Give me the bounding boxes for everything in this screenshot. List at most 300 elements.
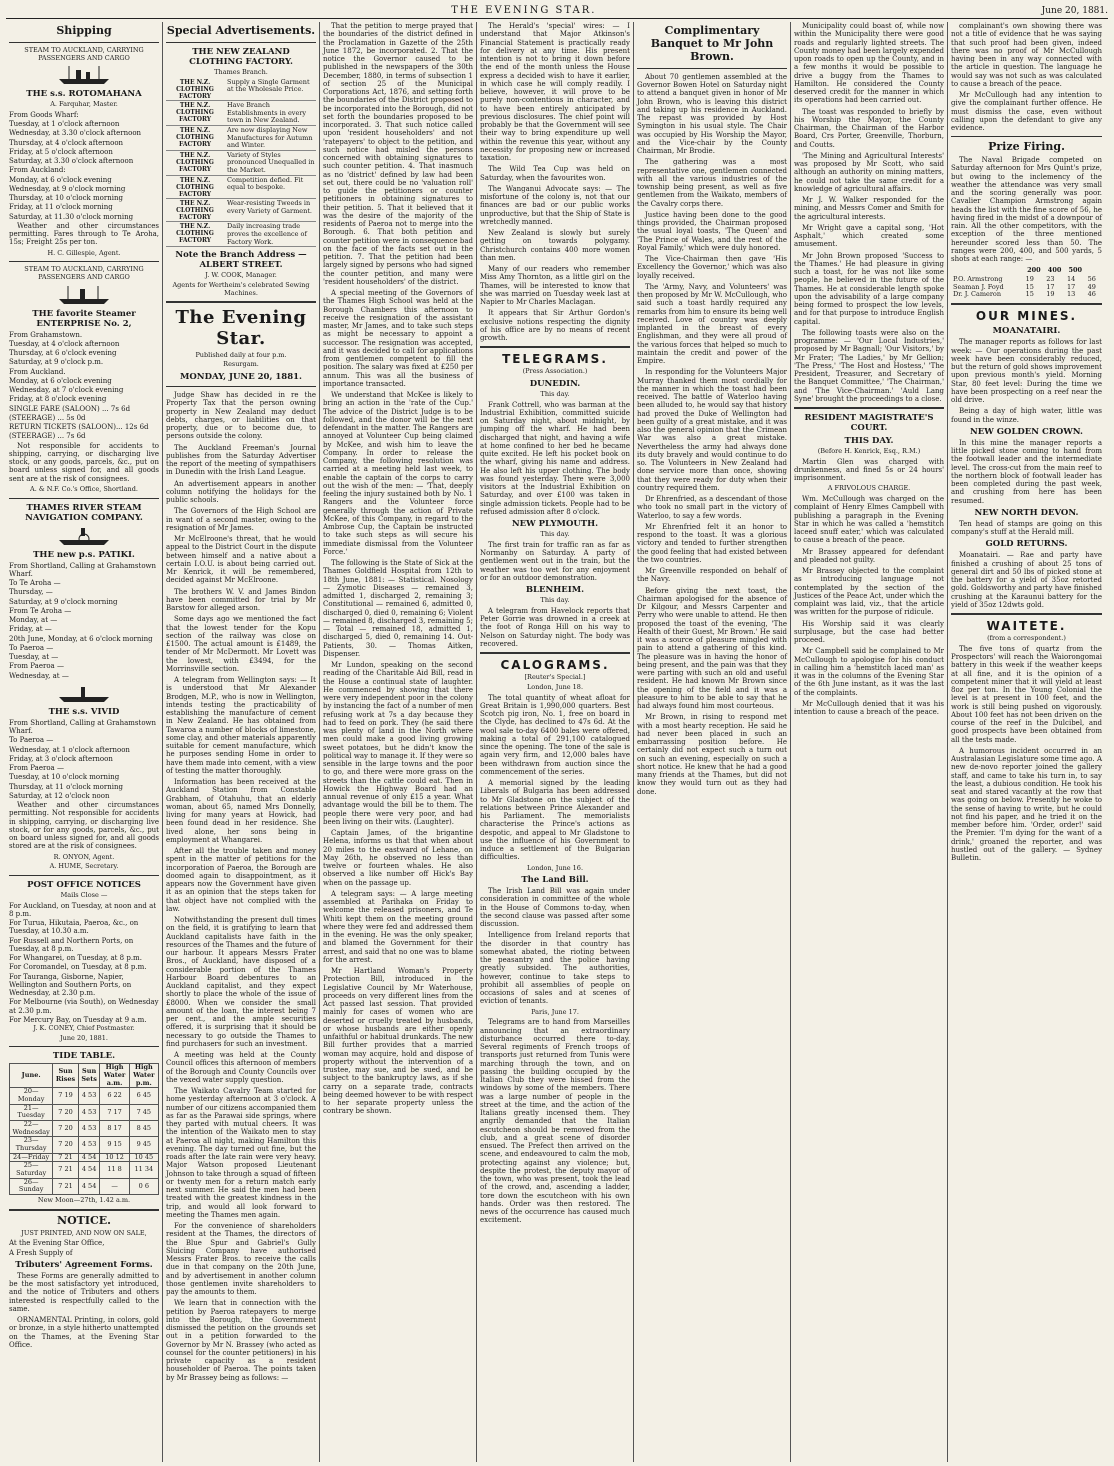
steamship-icon bbox=[54, 682, 114, 704]
nzcf-row-brand: THE N.Z. CLOTHING FACTORY bbox=[176, 126, 214, 149]
notice-heading: NOTICE. bbox=[57, 1213, 111, 1227]
list-line: Saturday, at 12 o'clock noon bbox=[9, 791, 110, 800]
post-subheading: Mails Close — bbox=[60, 891, 108, 899]
ad1-note: Weather and other circumstances permitting. Fares through to Te Aroha, 15s; Freight 25s per ton. bbox=[9, 221, 159, 247]
nzcf-list bbox=[166, 79, 316, 248]
article-paragraph: Mr Hartland Woman's Property Protection Bill, introduced in the Legislative Council by Mr Waterhouse, proceeds on very different lines from the Act passed last session. That provided mainly for cases of women who are deserted or cruelly treated by husbands, or whose husbands are either openly unfaithful or habitual drunkards. The new Bill further provides that a married woman may acquire, hold and dispose of property without the intervention of a trustee, may sue, and be sued, and be subject to the bankruptcy laws, as if she carry on a separate trade, contracts being deemed however to be with respect to her separate property unless the contrary be shown. bbox=[323, 967, 473, 1116]
list-line: Friday, at 3 o'clock afternoon bbox=[9, 754, 113, 763]
tide-cell: 4 53 bbox=[78, 1137, 100, 1153]
tide-cell: 10 12 bbox=[100, 1153, 129, 1162]
nzcf-row bbox=[166, 152, 316, 176]
divider bbox=[794, 407, 944, 409]
ad3-secretary: A. HUME, Secretary. bbox=[49, 862, 119, 871]
tide-cell: 4 53 bbox=[78, 1121, 100, 1137]
tide-note: New Moon—27th, 1.42 a.m. bbox=[37, 1195, 131, 1204]
list-line: Tuesday, at 10 o'clock morning bbox=[9, 773, 120, 782]
nzcf-row-brand: THE N.Z. CLOTHING FACTORY bbox=[176, 176, 214, 198]
tide-cell: 7 21 bbox=[53, 1162, 78, 1178]
nzcf-row-brand: THE N.Z. CLOTHING FACTORY bbox=[176, 223, 214, 245]
list-line: Monday, at 6 o'clock evening bbox=[9, 376, 112, 385]
list-line: Saturday, at 3.30 o'clock afternoon bbox=[9, 157, 134, 166]
nzcf-row bbox=[166, 177, 316, 199]
article-paragraph: complainant's own showing there was not a title of evidence that he was saying that such proof had been given, indeed there was no proof of Mr McCullough having been in any way connected with the article in question. The language he would say was not such as was calculated to cause a breach of the peace. bbox=[951, 22, 1102, 88]
nzcf-row-text: Are now displaying New Manufactures for Autumn and Winter. bbox=[227, 125, 313, 150]
article-paragraph: Mr Ehrenfried felt it an honor to respond to the toast. It was a glorious victory and tended to further strengthen the good feeling that had existed between the two countries. bbox=[637, 522, 787, 564]
divider bbox=[480, 652, 630, 654]
article-paragraph: We learn that in connection with the petition by Paeroa ratepayers to merge into the Borough, the Government dismissed the petition on the grounds set out in a petition forwarded to the Governor by Mr N. Brassey (who acted as counsel for the counter petitioners) in his private capacity as a resident householder of Paeroa. The points taken by Mr Brassey being as follows: — bbox=[166, 1299, 316, 1382]
ad3-ship: THE new p.s. PATIKI. bbox=[33, 549, 135, 560]
nzcf-heading: THE NEW ZEALAND CLOTHING FACTORY. bbox=[189, 46, 293, 67]
tide-cell: 4 53 bbox=[78, 1104, 100, 1120]
article-paragraph: A meeting was held at the County Council offices this afternoon of members of the Borough and County Councils over the vexed water supply question. bbox=[166, 1051, 316, 1084]
article-paragraph: The Herald's 'special' wires: — I understand that Major Atkinson's Financial Statement is practically ready for delivery at any time. His present intention is not to bring it down before the end of the month unless the House express a decided wish to have it earlier, in which case he will comply readily. I believe, however, it will prove to be purely non-contentious in character, and to have been entirely anticipated by previous disclosures. The chief point will probably be that the Government will see their way to bring expenditure up well within the revenue this year, without any necessity for proposing new or increased taxation. bbox=[480, 22, 630, 162]
list-line: (STEERAGE) ... 7s 6d bbox=[9, 432, 86, 441]
tide-cell: 6 45 bbox=[129, 1088, 158, 1104]
article-paragraph: Judge Shaw has decided in re the Property Tax that the person owning property in New Zealand may deduct debts, charges, or liabilities on that property, due or to become due, to persons outside the colony. bbox=[166, 391, 316, 441]
col6-paragraphs bbox=[794, 22, 944, 403]
divider bbox=[9, 1209, 159, 1211]
tide-heading: TIDE TABLE. bbox=[52, 1051, 116, 1062]
tide-cell: 8 17 bbox=[100, 1121, 129, 1137]
masthead-title: THE EVENING STAR. bbox=[451, 5, 597, 17]
masthead-date: June 20, 1881. bbox=[1041, 5, 1108, 16]
score-cell: 17 bbox=[1066, 282, 1076, 291]
nzcf-row-brand: THE N.Z. CLOTHING FACTORY bbox=[176, 78, 214, 100]
list-line: Friday, at 5 o'clock afternoon bbox=[9, 147, 113, 156]
divider bbox=[637, 68, 787, 69]
divider bbox=[951, 136, 1102, 137]
paris-text: Telegrams are to hand from Marseilles announcing that an extraordinary disturbance occurred there to-day. Several regiments of French troops of transports just returned from Tunis were marching through the town, and on passing the building occupied by the Italian Club they were hissed from the windows by some of the members. There was a large number of people in the street at the time, and the action of the Italians greatly incensed them. They angrily demanded that the Italian escutcheon should be removed from the club, and a great scene of disorder ensued. The Prefect then arrived on the scene, and endeavoured to calm the mob, protecting against any violence; but, despite the protest, the deputy mayor of the town, who was present, took the lead of the crowd, and, ascending a ladder, tore down the escutcheon with his own hands. Order was then restored. The news of the occurrence has caused much excitement. bbox=[480, 1018, 630, 1225]
article-paragraph: Wm. McCullough was charged on the complaint of Henry Elmes Campbell with publishing a paragraph in the Evening Star in which he was called a 'hemstitch laceed snuff eater,' which was calculated to cause a breach of the peace. bbox=[794, 495, 944, 545]
tide-cell: 7 21 bbox=[53, 1178, 78, 1194]
gold-heading: GOLD RETURNS. bbox=[985, 539, 1068, 550]
ngc-text: In this mine the manager reports a little picked stone coming to hand from the footwall leader and the intermediate level. The cross-cut from the main reef to the northern block of footwall leader has been completed during the past week, and crushing from here has been resumed. bbox=[951, 438, 1102, 505]
tide-cell: 6 22 bbox=[100, 1088, 129, 1104]
table-header-cell: High Water a.m. bbox=[100, 1064, 129, 1088]
telegrams-heading: TELEGRAMS. bbox=[502, 352, 608, 367]
divider bbox=[9, 42, 159, 43]
article-paragraph: Municipality could boast of, while now within the Municipality there were good roads and regularly lighted streets. The County money had been largely expended upon roads to open up the County, and in a few months it would be possible to drive a buggy from the Thames to Hamilton. He considered the County deserved credit for the manner in which its operations had been carried out. bbox=[794, 22, 944, 105]
tide-cell: 4 54 bbox=[78, 1178, 100, 1194]
list-line: From Auckland: bbox=[9, 166, 66, 175]
rmc-heading: RESIDENT MAGISTRATE'S COURT. bbox=[804, 413, 934, 434]
col7-paragraphs bbox=[951, 22, 1102, 132]
list-line: Saturday, at 9 o'clock morning bbox=[9, 597, 118, 606]
article-paragraph: The toast was responded to briefly by his Worship the Mayor, the County Chairman, the Chairman of the Harbor Board, Crs Porter, Greenville, Thorburn, and Coutts. bbox=[794, 107, 944, 149]
column-1 bbox=[6, 22, 163, 1462]
score-cell: 19 bbox=[1046, 290, 1055, 299]
article-paragraph: Justice having been done to the good things provided, the Chairman proposed the usual loyal toasts, 'The Queen' and 'The Prince of Wales, and the rest of the Royal Family,' which were duly honored. bbox=[637, 210, 787, 252]
article-paragraph: Being a day of high water, little was found in the winze. bbox=[951, 407, 1102, 424]
divider bbox=[166, 386, 316, 387]
rmc-when: THIS DAY. bbox=[844, 436, 894, 447]
score-cell: 23 bbox=[1046, 275, 1055, 284]
score-cell: Seaman J. Foyd bbox=[953, 282, 1004, 291]
divider bbox=[951, 613, 1102, 615]
table-header-cell: 200 bbox=[1027, 266, 1041, 275]
tide-cell: 24—Friday bbox=[10, 1153, 53, 1162]
rmc-case: A FRIVOLOUS CHARGE. bbox=[827, 484, 911, 493]
list-line: Friday, at 11 o'clock morning bbox=[9, 203, 113, 212]
nzcf-row bbox=[166, 200, 316, 222]
article-paragraph: Mr McCullough denied that it was his intention to cause a breach of the peace. bbox=[794, 699, 944, 717]
table-header-cell: 500 bbox=[1068, 266, 1083, 275]
post-heading: POST OFFICE NOTICES bbox=[27, 879, 141, 890]
article-paragraph: Notwithstanding the present dull times on the field, it is gratifying to learn that Auckland capitalists have faith in the resources of the Thames and the future of our harbour. It appears Messrs Frater Bros., of Auckland, have disposed of a considerable portion of the Thames Harbour Board debentures to an Auckland capitalist, and they expect shortly to place the whole of the issue of £8000. When we consider the small amount of the loan, the interest being 7 per cent., and the ample securities offered, it is surprising that it should be necessary to go outside the Thames to find purchasers for such an investment. bbox=[166, 916, 316, 1048]
tele-blenheim-text: A telegram from Havelock reports that Peter Gorrie was drowned in a creek at the foot of Ronga Hill on his way to Nelson on Saturday night. The body was recovered. bbox=[480, 606, 630, 648]
list-line: To Te Aroha — bbox=[9, 579, 61, 588]
ad2-heading: STEAM TO AUCKLAND, CARRYING PASSENGERS AND CARGO bbox=[24, 265, 144, 282]
tide-cell: 25—Saturday bbox=[10, 1162, 53, 1178]
mines-paragraphs bbox=[951, 338, 1102, 424]
nzcf-row-brand: THE N.Z. CLOTHING FACTORY bbox=[176, 151, 214, 173]
waitete-text: The five tons of quartz from the Prospectors' will reach the Waiorongomai battery in this week if the weather keeps at all fine, and it is the opinion of a competent miner that it will yield at least 8oz per ton. In the Young Colonial the level is at present in 100 feet, and the work is still being pushed on vigorously. About 100 feet has not been driven on the course of the reef in the Dulcibel, and good prospects have been obtained from all the tests made. bbox=[951, 644, 1102, 744]
calo3-when: London, June 16. bbox=[526, 863, 584, 872]
calograms-heading: CALOGRAMS. bbox=[500, 658, 610, 673]
divider bbox=[9, 498, 159, 499]
article-paragraph: The Wild Tea Cup was held on Saturday, when the favourites won. bbox=[480, 165, 630, 182]
article-paragraph: It appears that Sir Arthur Gordon's exclusive notions respecting the dignity of his office are by no means of recent growth. bbox=[480, 309, 630, 342]
list-line: Friday, at 8 o'clock evening bbox=[9, 395, 107, 404]
article-paragraph: His Worship said it was clearly surplusage, but the case had better proceed. bbox=[794, 619, 944, 645]
article-paragraph: After all the trouble taken and money spent in the matter of petitions for the incorporation of Paeroa, the Borough are doomed again to disappointment, as it appears now the Government have given it as an opinion that the steps taken for that object have not complied with the law. bbox=[166, 847, 316, 913]
article-paragraph: An advertisement appears in another column notifying the holidays for the public schools. bbox=[166, 479, 316, 505]
list-line: Thursday, at 11 o'clock morning bbox=[9, 782, 123, 791]
score-cell: Dr. J. Cameron bbox=[953, 290, 1002, 299]
ad3-heading: THAMES RIVER STEAM NAVIGATION COMPANY. bbox=[25, 502, 143, 523]
notice-footer: ORNAMENTAL Printing, in colors, gold or bronze, in a style hitherto unattempted on the Thames, at the Evening Star Office. bbox=[9, 1316, 159, 1349]
list-line: Wednesday, at 9 o'clock morning bbox=[9, 184, 126, 193]
notice-body: These Forms are generally admitted to be the most satisfactory yet introduced, and the notice of Tributers and others interested is respectfully called to the same. bbox=[9, 1271, 159, 1313]
list-line: SINGLE FARE (SALOON) ... 7s 6d bbox=[9, 404, 131, 413]
ad1-heading: STEAM TO AUCKLAND, CARRYING PASSENGERS AND CARGO bbox=[24, 45, 144, 62]
list-line: Tuesday, at 1 o'clock afternoon bbox=[9, 120, 120, 129]
list-line: For Tauranga, Gisborne, Napier, Wellington and Southern Ports, on Wednesday, at 2.30 p.m. bbox=[9, 972, 132, 998]
banquet-heading: Complimentary Banquet to Mr John Brown. bbox=[650, 24, 774, 63]
tele-newplymouth-when: This day. bbox=[540, 530, 570, 539]
nzcf-row-text: Supply a Single Garment at the Wholesale Price. bbox=[227, 77, 310, 94]
tide-cell: 7 45 bbox=[129, 1104, 158, 1120]
list-line: For Coromandel, on Tuesday, at 8 p.m. bbox=[9, 963, 147, 972]
score-cell: 19 bbox=[1025, 275, 1034, 284]
nzcf-row bbox=[166, 79, 316, 101]
steamship-icon bbox=[54, 284, 114, 306]
list-line: Saturday, at 9 o'clock p.m. bbox=[9, 358, 104, 367]
nzcf-row bbox=[166, 102, 316, 126]
ad2-agent: A. & N.F. Co.'s Office, Shortland. bbox=[30, 484, 138, 493]
tide-table bbox=[9, 1063, 159, 1195]
list-line: From Shortland, Calling at Grahamstown Wharf. bbox=[9, 718, 157, 736]
article-paragraph: The following toasts were also on the programme: — 'Our Local Industries,' proposed by Mr Bagnall; 'Our Visitors,' by Mr Frater; 'The Ladies,' by Mr Gellion; 'The Press,' 'The Host and Hostess,' 'The President, Treasurer, and Secretary of the Banquet Committee,' 'The Chairman,' and 'The Vice-Chairman.' 'Auld Lang Syne' brought the proceedings to a close. bbox=[794, 328, 944, 403]
nzcf-row-text: Wear-resisting Tweeds in every Variety of Garment. bbox=[227, 199, 313, 215]
tide-cell: 7 20 bbox=[53, 1137, 78, 1153]
notice-title: Tributers' Agreement Forms. bbox=[15, 1259, 153, 1270]
newspaper-columns bbox=[6, 22, 1108, 1462]
nzcf-row bbox=[166, 127, 316, 151]
list-line: Tuesday, at 4 o'clock afternoon bbox=[9, 339, 120, 348]
article-paragraph: About 70 gentlemen assembled at the Governor Bowen Hotel on Saturday night to attend a banquet given in honor of Mr John Brown, who is leaving this district and taking up his residence in Auckland. The repast was provided by Host Symington in his usual style. The Chair was occupied by His Worship the Mayor, and the Vice-chair by the County Chairman, Mr Brodie. bbox=[637, 72, 787, 156]
col5-paragraphs bbox=[637, 73, 787, 796]
notice-sub: JUST PRINTED, AND NOW ON SALE, bbox=[21, 1228, 147, 1237]
tele-dunedin-text: Frank Cottrell, who was barman at the Industrial Exhibition, committed suicide on Saturday night, about midnight, by jumping off the wharf. He had been discharged that night, and having a wife at home confined to her bed he became quite excited. He left his pocket book on the wharf, giving his name and address. He also left his upper clothing. The body was found yesterday. There were 3,000 visitors at the Industrial Exhibition on Saturday, and over £100 was taken in single admission tickets. People had to be refused admission after 8 o'clock. bbox=[480, 400, 630, 516]
land-bill-text: The Irish Land Bill was again under consideration in committee of the whole in the House of Commons to-day, when the second clause was passed after some discussion. bbox=[480, 887, 630, 929]
ad3-note: Weather and other circumstances permitting. Not responsible for accidents in shipping, carrying, or discharging live stock, or for any goods, parcels, &c., put on board unless signed for, and all goods stored are at the risk of consignees. bbox=[9, 801, 159, 851]
prize-heading: Prize Firing. bbox=[988, 140, 1065, 154]
article-paragraph: The following is the State of Sick at the Thames Goldfield Hospital from 12th to 18th June, 1881: — Statistical. Nosology — Zymotic Diseases — remained 3, admitted 1, discharged 2, remaining 3; Constitutional — remained 6, admitted 0, discharged 0, died 0, remaining 6; Violent — remained 8, discharged 3, remaining 5; — Total — remained 18, admitted 1, discharged 5, died 0, remaining 14. Out-Patients, 30. — Thomas Aitken, Dispenser. bbox=[323, 559, 473, 658]
calo2-text: A memorial signed by the leading Liberals of Bulgaria has been addressed to Mr Gladstone on the subject of the relations between Prince Alexander and his Parliament. The memorialists characterise the Prince's actions as despotic, and appeal to Mr Gladstone to use the influence of his Government to induce a settlement of the Bulgarian difficulties. bbox=[480, 779, 630, 862]
tide-cell: 21—Tuesday bbox=[10, 1104, 53, 1120]
ad1-agent: H. C. Gillespie, Agent. bbox=[47, 248, 121, 257]
article-paragraph: In responding for the Volunteers Major Murray thanked them most cordially for the manner in which the toast had been received. The battle of Waterloo having been alluded to, he would say that history had proved the Duke of Wellington had been guilty of a great mistake, and it was also the general opinion that the Crimean War was also a great mistake. Nevertheless the army had always done its duty bravely and would continue to do so. The Volunteers in New Zealand had done service more than once, showing that they were ready for duty when their country required them. bbox=[637, 368, 787, 492]
divider bbox=[480, 346, 630, 348]
article-paragraph: The gathering was a most representative one, gentlemen connected with all the various industries of the township being present, as well as five gentlemen from the Waikato, members of the Cavalry corps there. bbox=[637, 158, 787, 208]
article-paragraph: Mr J. W. Walker responded for the mining, and Messrs Comer and Smith for the agricultural interests. bbox=[794, 196, 944, 221]
table-row bbox=[10, 1137, 159, 1153]
article-paragraph: The Auckland Freeman's Journal publishes from the Saturday Advertiser the report of the meeting of sympathisers in Dunedin with the Irish Land League. bbox=[166, 443, 316, 477]
list-line: For Mercury Bay, on Tuesday at 9 a.m. bbox=[9, 1015, 147, 1024]
notice-lines bbox=[9, 1239, 159, 1257]
article-paragraph: Mr Lundon, speaking on the second reading of the Charitable Aid Bill, read in the House a continual state of laughter. He commenced by showing that there were very independent poor in the colony by instancing the fact of a number of men refusing work at 7s a day because they had to feed on pork. They (he said there was plenty of land in the North where men could make a good living growing sweet potatoes, but he didn't know the political way to manage it. If they were so sensible in the large towns and the poor to go, and there were more grass on the streets than the cattle could eat. Then in Howick the Highway Board had an annual revenue of only £15 a year. What advantage would the bill be to them. The people there were very poor, and had been living on their wits. (Laughter). bbox=[323, 661, 473, 826]
divider bbox=[166, 42, 316, 43]
paper-motto: Resurgam. bbox=[223, 360, 259, 369]
waitete-heading: WAITETE. bbox=[986, 619, 1067, 634]
nzcf-row-brand: THE N.Z. CLOTHING FACTORY bbox=[176, 101, 214, 124]
nzcf-address: Note the Branch Address — ALBERT STREET. bbox=[175, 250, 307, 271]
article-paragraph: The Waikato Cavalry Team started for home yesterday afternoon at 3 o'clock. A number of our citizens accompanied them as far as the Parawai side springs, where they parted with mutual cheers. It was the intention of the Waikato men to stay at Paeroa all night, making Hamilton this evening. The day turned out fine, but the roads after the late rain were very heavy. Major Watson proposed Lieutenant Johnson to take through a squad of fifteen or twenty men for a return match early next summer. He said the men had been treated with the greatest kindness in the trip, and would all look forward to meeting the Thames men again. bbox=[166, 1087, 316, 1219]
mines-sub: MOANATAIRI. bbox=[992, 326, 1061, 337]
score-cell: 17 bbox=[1046, 282, 1055, 291]
ngc-heading: NEW GOLDEN CROWN. bbox=[970, 426, 1083, 437]
list-line: Wednesday, at 1 o'clock afternoon bbox=[9, 745, 130, 754]
article-paragraph: A special meeting of the Governors of the Thames High School was held at the Borough Chambers this afternoon to receive the resignation of the assistant master, Mr James, and to take such steps as might be necessary to appoint a successor. The resignation was accepted, and it was decided to call for applications from gentlemen competent to fill the position. The salary was fixed at £250 per annum. This was all the business of importance transacted. bbox=[323, 289, 473, 388]
list-line: Wednesday, at 7 o'clock evening bbox=[9, 386, 124, 395]
ad3-schedule2 bbox=[9, 719, 159, 800]
divider bbox=[9, 1046, 159, 1047]
divider bbox=[951, 303, 1102, 305]
table-header-cell: June. bbox=[10, 1064, 53, 1088]
tele-blenheim-when: This day. bbox=[540, 596, 570, 605]
list-line: Tuesday, at — bbox=[9, 653, 59, 662]
ad3-agent: R. ONYON, Agent. bbox=[53, 852, 115, 861]
list-line: From Goods Wharf: bbox=[9, 110, 79, 119]
column-5 bbox=[634, 22, 791, 1462]
article-paragraph: A telegram from Wellington says: — It is understood that Mr Alexander Brodgen, M.P., who is now in Wellington, intends testing the practicability of establishing the manufacture of cement in New Zealand. He has obtained from Tawaroa a number of blocks of limestone, some clay, and other materials apparently suitable for cement manufacture, which he purposes sending Home in order to have them made into cement, with a view of testing the matter thoroughly. bbox=[166, 676, 316, 775]
article-paragraph: Mr McCullough had any intention to give the complainant further offence. He must dismiss the case, even without calling upon the defendant to give any evidence. bbox=[951, 91, 1102, 132]
list-line: From Paeroa — bbox=[9, 764, 64, 773]
prize-text: The Naval Brigade competed on Saturday afternoon for Mrs Quint's prize, but owing to the inclemency of the weather the attendance was very small and the scoring generally was poor. Cavalier Champion Armstrong again heads the list with the fine score of 56, he having fired in the midst of a downpour of rain. All the other competitors, with the exception of the three mentioned hereunder scored less than 50. The ranges were 200, 400, and 500 yards, 5 shots at each range: — bbox=[951, 156, 1102, 264]
list-line: From Auckland. bbox=[9, 367, 66, 376]
nnd-text: Ten head of stamps are going on this company's stuff at the Herald mill. bbox=[951, 519, 1102, 537]
score-cell: 56 bbox=[1087, 275, 1096, 284]
list-line: Thursday, at 6 o'clock evening bbox=[9, 349, 117, 358]
tide-cell: 8 45 bbox=[129, 1121, 158, 1137]
divider bbox=[166, 301, 316, 303]
article-paragraph: Some days ago we mentioned the fact that the lowest tender for the Kopu section of the railway was close on £1500. The actual amount is £1489, the tender of Mr McDermott. Mr Lovett was the lowest, with £3494, for the Morrinsville section. bbox=[166, 615, 316, 673]
telegrams-sub: (Press Association.) bbox=[522, 367, 588, 376]
score-cell: 15 bbox=[1025, 282, 1034, 291]
nzcf-manager: J. W. COOK, Manager. bbox=[205, 271, 277, 280]
post-date: June 20, 1881. bbox=[60, 1033, 108, 1042]
table-row bbox=[10, 1121, 159, 1137]
article-paragraph: Mr Brown, in rising to respond met with a most hearty reception. He said he had never been placed in such an embarrassing position before. He certainly did not expect such a turn out on such an evening, especially on such a short notice. He knew that he had a good many friends at the Thames, but did not know they would turn out as they had done. bbox=[637, 713, 787, 796]
rmc-first: Martin Glen was charged with drunkenness, and fined 5s or 24 hours' imprisonment. bbox=[794, 457, 944, 483]
gold-text: Moanatairi. — Rae and party have finished a crushing of about 25 tons of general dirt and 50 lbs of picked stone at the battery for a yield of 35oz retorted gold. Goldsworthy and party have finished crushing at the Karaunui battery for the yield of 35oz 12dwts gold. bbox=[951, 551, 1102, 609]
tide-cell: 4 54 bbox=[78, 1162, 100, 1178]
mines-heading: OUR MINES. bbox=[975, 309, 1078, 324]
col2-paragraphs bbox=[166, 391, 316, 1382]
list-line: For Melbourne (via South), on Wednesday at 2.30 p.m. bbox=[9, 998, 159, 1015]
tide-cell: 7 20 bbox=[53, 1104, 78, 1120]
ad1-schedule bbox=[9, 111, 159, 221]
tide-cell: 9 15 bbox=[100, 1137, 129, 1153]
special-ads-heading: Special Advertisements. bbox=[166, 24, 316, 37]
paper-date: MONDAY, JUNE 20, 1881. bbox=[179, 372, 303, 383]
tide-cell: 22—Wednesday bbox=[10, 1121, 53, 1137]
list-line: A Fresh Supply of bbox=[9, 1248, 73, 1257]
article-paragraph: Dr Ehrenfried, as a descendant of those who took no small part in the victory of Waterloo, to say a few words. bbox=[637, 495, 787, 520]
list-line: For Whangarei, on Tuesday, at 8 p.m. bbox=[9, 954, 142, 963]
article-paragraph: The 'Army, Navy, and Volunteers' was then proposed by Mr W. McCullough, who said such a toast hardly required any remarks from him to ensure its being well received. Love of country was deeply implanted in the breast of every Englishman, and they were all proud of the various forces that helped so much to maintain the credit and power of the Empire. bbox=[637, 282, 787, 366]
article-paragraph: The Vice-Chairman then gave 'His Excellency the Governor,' which was also loyally received. bbox=[637, 255, 787, 280]
tide-cell: 23—Thursday bbox=[10, 1137, 53, 1153]
tide-cell: 26—Sunday bbox=[10, 1178, 53, 1194]
article-paragraph: Mr Brassey objected to the complaint as introducing language not contemplated by the section of the Justices of the Peace Act, under which the complaint was laid, viz., that the article was written for the purpose of ridicule. bbox=[794, 567, 944, 617]
list-line: From Paeroa — bbox=[9, 662, 64, 671]
article-paragraph: That the petition to merge prayed that the boundaries of the district defined in the Proclamation in Gazette of the 25th June 1872, be incorporated. 2. That the notice the Governor caused to be published in the newspapers of the 30th December, 1880, in terms of subsection 1 of section 25 of the Municipal Corporations Act, 1876, and setting forth the boundaries of the District proposed to be incorporated into the Borough, did not set forth the boundaries proposed to be incorporated. 3. That such notice called upon 'resident householders' and not 'ratepayers' to object to the petition, and such notice had misled the persons concerned with obtaining signatures to such counter petition. 4. That inasmuch as no 'district' defined by law had been set out, there could be no 'valuation roll' to guide the petitioners or counter petitioners in obtaining signatures to their petition. 5. That it believed that it was the desire of the majority of the residents of Paeroa not to merge into the Borough. 6. That both petition and counter petition were in consequence bad on the face of the facts set out in the petition. 7. That the petition had been largely signed by persons who had signed the counter petition, and many were 'resident householders' of the district. bbox=[323, 22, 473, 286]
tele-dunedin: DUNEDIN. bbox=[529, 379, 581, 390]
col4-paragraphs bbox=[480, 22, 630, 342]
list-line: At the Evening Star Office, bbox=[9, 1239, 105, 1248]
ad2-schedule bbox=[9, 331, 159, 404]
nzcf-row bbox=[166, 223, 316, 247]
table-header-cell: Sun Rises bbox=[53, 1064, 78, 1088]
score-cell: 13 bbox=[1066, 290, 1076, 299]
article-paragraph: Before giving the next toast, the Chairman apologised for the absence of Dr Kilgour, and Messrs Carpenter and Perry who were unable to attend. He then proposed the toast of the evening, 'The Health of their Guest, Mr Brown.' He said it was a source of pleasure mingled with pain to attend a gathering of this kind. The pleasure was in having the honor of being present, and the pain was that they were parting with such an old and useful resident. He had known Mr Brown since the opening of the field and it was a pleasure to him to be able to say that he had always found him most courteous. bbox=[637, 586, 787, 711]
article-paragraph: We understand that McKee is likely to bring an action in the 'rate of the Cup.' The advice of the District Judge is to be followed, and the donor will be the next defendant in the matter. The Rangers are annoyed at Volunteer Cup being claimed by McKee, and wish him to leave the Company. In order to release the Company, the following resolution was carried at a meeting held last week, to enable the captain of the corps to carry out the wish of the men: — 'That, deeply feeling the injury sustained both by No. 1 Rangers and the Volunteer force generally through the action of Private McKee, of this Company, in regard to the Ambrose Cup, the Captain be instructed to take such steps as will secure his immediate dismissal from the Volunteer Force.' bbox=[323, 391, 473, 556]
tide-cell: 20—Monday bbox=[10, 1088, 53, 1104]
masthead bbox=[6, 4, 1108, 19]
list-line: Saturday, at 11.30 o'clock morning bbox=[9, 212, 134, 221]
list-line: Wednesday, at — bbox=[9, 671, 69, 680]
column-6 bbox=[791, 22, 948, 1462]
col3-paragraphs bbox=[323, 22, 473, 1116]
list-line: 20th June, Monday, at 6 o'clock morning bbox=[9, 634, 153, 643]
tide-cell: 11 34 bbox=[129, 1162, 158, 1178]
article-paragraph: Captain James, of the brigantine Helena, informs us that that when about 20 miles to the eastward of Lehane, on May 26th, he observed no less than twelve or fourteen whales. He also observed a like number off Hick's Bay when on the passage up. bbox=[323, 829, 473, 887]
ad2-note: Not responsible for accidents to shipping, carrying, or discharging live stock, or any goods, parcels, &c., put on board unless signed for, and all goods sent are at the risk of consignees. bbox=[9, 441, 159, 483]
tide-cell: 7 17 bbox=[100, 1104, 129, 1120]
tide-cell: 4 54 bbox=[78, 1153, 100, 1162]
list-line: Thursday, — bbox=[9, 588, 53, 597]
tide-cell: 0 6 bbox=[129, 1178, 158, 1194]
nzcf-subheading: Thames Branch. bbox=[214, 68, 268, 76]
list-line: Monday, at — bbox=[9, 616, 58, 625]
tide-cell: 9 45 bbox=[129, 1137, 158, 1153]
list-line: Friday, at — bbox=[9, 625, 52, 634]
article-paragraph: A telegram says: — A large meeting assembled at Parihaka on Friday to welcome the released prisoners, and Te Whiti kept them on the meeting ground where they were fed and addressed them in the evening. He was the only speaker, and blamed the Government for their arrest, and said that no one was to blame for the arrest. bbox=[323, 889, 473, 964]
list-line: For Turua, Hikutaia, Paeroa, &c., on Tuesday, at 10.30 a.m. bbox=[9, 919, 139, 936]
table-header-cell: Sun Sets bbox=[78, 1064, 100, 1088]
intel-text: Intelligence from Ireland reports that the disorder in that country has somewhat abated, the rioting between the peasantry and the police having greatly subsided. The authorities, however, continue to take steps to prohibit all assemblies of people on occasions of sales and at scenes of eviction of tenants. bbox=[480, 931, 630, 1006]
table-header-cell: 400 bbox=[1047, 266, 1062, 275]
list-line: RETURN TICKETS (SALOON)... 12s 6d bbox=[9, 423, 149, 432]
table-row bbox=[10, 1088, 159, 1104]
tele-newplymouth-text: The first train for traffic ran as far as Normanby on Saturday. A party of gentlemen went out in the train, but the weather was too wet for any enjoyment or for an outdoor demonstration. bbox=[480, 540, 630, 582]
humor-text: A humorous incident occurred in an Australasian Legislature some time ago. A new de-novo reporter joined the gallery staff, and came to take his turn in, to say the least, a dubious condition. He took his seat and stared vacantly at the row that was going on below. Presently he woke to the sense of having to write, but he could not find his paper, and he tried it on the member before him. 'Order, order!' said the Premier. 'I'm dying for the want of a drink,' groaned the reporter, and was hustled out of the gallery. — Sydney Bulletin. bbox=[951, 746, 1102, 863]
tide-cell: 10 45 bbox=[129, 1153, 158, 1162]
tele-dunedin-when: This day. bbox=[540, 390, 570, 399]
post-signature: J. K. CONEY, Chief Postmaster. bbox=[33, 1024, 135, 1033]
rmc-before: (Before H. Kenrick, Esq., R.M.) bbox=[817, 447, 921, 456]
table-row bbox=[10, 1104, 159, 1120]
ad2-ship: THE favorite Steamer ENTERPRISE No. 2, bbox=[32, 308, 136, 329]
tele-blenheim: BLENHEIM. bbox=[525, 585, 585, 596]
ad3-schedule bbox=[9, 562, 159, 680]
ad2-fares bbox=[9, 405, 159, 441]
list-line: Thursday, at 4 o'clock afternoon bbox=[9, 138, 124, 147]
article-paragraph: Mr McElroone's threat, that he would appeal to the District Court in the dispute between himself and a native about a certain I.O.U. is about being carried out. Mr Kenrick, it will be remembered, decided against Mr McElroone. bbox=[166, 535, 316, 585]
land-bill-heading: The Land Bill. bbox=[521, 875, 589, 886]
score-cell: 46 bbox=[1087, 290, 1096, 299]
calo1-when: London, June 18. bbox=[526, 682, 584, 691]
score-cell: P.O. Armstrong bbox=[953, 275, 1003, 284]
ad3-ship2: THE s.s. VIVID bbox=[48, 706, 120, 717]
nzcf-row-brand: THE N.Z. CLOTHING FACTORY bbox=[176, 200, 214, 222]
tele-newplymouth: NEW PLYMOUTH. bbox=[511, 519, 599, 530]
calograms-sub: [Reuter's Special.] bbox=[524, 673, 586, 682]
column-2 bbox=[163, 22, 320, 1462]
table-row bbox=[951, 291, 1102, 299]
article-paragraph: Mr Greenville responded on behalf of the Navy. bbox=[637, 567, 787, 584]
list-line: From Te Aroha — bbox=[9, 606, 72, 615]
article-paragraph: Mr Brassey appeared for defendant and pleaded not guilty. bbox=[794, 547, 944, 564]
article-paragraph: Information has been received at the Auckland Station from Constable Grabham, of Otahuhu, that an elderly woman, about 65, named Mrs Donnelly, living for many years at Howick, had been found dead in her residence. She lived alone, her sons being in employment at Whangarei. bbox=[166, 778, 316, 844]
list-line: To Paeroa — bbox=[9, 736, 54, 745]
column-4 bbox=[477, 22, 634, 1462]
list-line: Monday, at 6 o'clock evening bbox=[9, 175, 112, 184]
prize-table bbox=[951, 266, 1102, 299]
paris-when: Paris, June 17. bbox=[531, 1007, 579, 1016]
table-row bbox=[10, 1162, 159, 1178]
article-paragraph: Mr Wright gave a capital song, 'Hot Asphalt,' which created some amusement. bbox=[794, 223, 944, 249]
calo1-text: The total quantity of wheat afloat for Great Britain is 1,990,000 quarters. Best Scotch pig iron, No. 1, free on board in the Clyde, has declined to 47s 6d. At the wool sale to-day 6400 bales were offered, making a total of 291,100 catalogued since the opening. The tone of the sale is again very firm, and 12,000 bales have been withdrawn from auction since the commencement of the series. bbox=[480, 693, 630, 776]
tide-cell: 7 21 bbox=[53, 1153, 78, 1162]
list-line: For Auckland, on Tuesday, at noon and at 8 p.m. bbox=[9, 901, 157, 918]
article-paragraph: New Zealand is slowly but surely getting on towards polygamy. Christchurch contains 400 more women than men. bbox=[480, 229, 630, 262]
list-line: Wednesday, at 3.30 o'clock afternoon bbox=[9, 129, 142, 138]
column-3 bbox=[320, 22, 477, 1462]
nzcf-agents: Agents for Wertheim's celebrated Sewing Machines. bbox=[172, 280, 310, 297]
article-paragraph: Mr John Brown proposed 'Success to the Thames.' He had pleasure in giving such a toast, for he was not like some people, he believed in the future of the Thames. He at considerable length spoke upon the advisability of a large company being formed to prospect the low levels, and for that purpose to introduce English capital. bbox=[794, 251, 944, 326]
paddle-steamer-icon bbox=[54, 525, 114, 547]
score-cell: 14 bbox=[1066, 275, 1076, 284]
list-line: For Russell and Northern Ports, on Tuesday, at 8 p.m. bbox=[9, 936, 134, 953]
shipping-heading: Shipping bbox=[56, 24, 112, 37]
article-paragraph: Many of our readers who remember Miss Amy Thornton, as a little girl on the Thames, will be interested to know that she was married on Tuesday week last at Napier to Mr Charles Maclagan. bbox=[480, 265, 630, 306]
divider bbox=[9, 875, 159, 876]
tide-cell: — bbox=[100, 1178, 129, 1194]
divider bbox=[9, 261, 159, 262]
nzcf-row-text: Variety of Styles pronounced Unequalled in the Market. bbox=[227, 150, 315, 175]
ad1-master: A. Farquhar, Master. bbox=[50, 100, 118, 109]
score-cell: 49 bbox=[1087, 282, 1096, 291]
post-list bbox=[9, 902, 159, 1025]
nzcf-row-text: Competition defied. Fit equal to bespoke. bbox=[227, 175, 304, 192]
list-line: (STEERAGE) ... 5s 0d bbox=[9, 413, 86, 422]
tide-cell: 7 20 bbox=[53, 1121, 78, 1137]
table-row bbox=[10, 1178, 159, 1194]
article-paragraph: For the convenience of shareholders resident at the Thames, the directors of the Blue Spur and Gabriel's Gully Sluicing Company have authorised Messrs Frater Bros. to receive the calls due in that company on the 20th June, and by advertisement in another column those gentlemen invite shareholders to pay the amounts to them. bbox=[166, 1222, 316, 1297]
